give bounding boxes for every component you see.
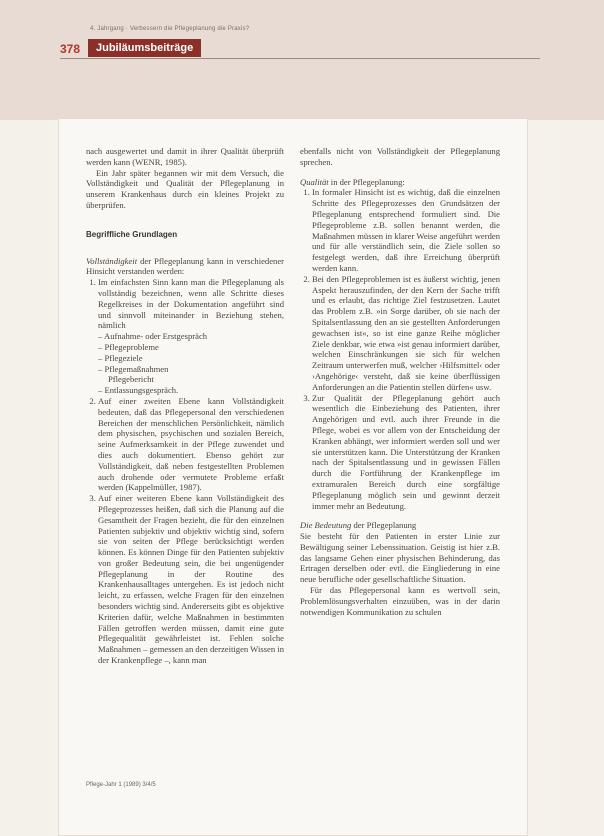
- list-item: 3. Auf einer weiteren Ebene kann Vollständigkeit des Pflegeprozesses heißen, daß sich die Planung auf die Gesamtheit der Fragen bezieht, die für den einzelnen Patienten subjektiv und objektiv wichtig sind, sofern sie von seiten der Pflege berücksichtigt werden können. Es können Dinge für den Patienten subjektiv von großer Bedeutung sein, die bei ungenügender Pflegeplanung in der Routine des Krankenhausalltages untergehen. Es ist jedoch nicht leicht, zu erfassen, welche Fragen für den einzelnen besonders wichtig sind. Andererseits gibt es objektive Kriterien dafür, welche Maßnahmen in bestimmten Fällen getroffen werden müssen, damit eine gute Pflegequalität gewährleistet ist. Fehlen solche Maßnahmen – gemessen an den derzeitigen Wissen in der Krankenpflege –, kann man: [98, 493, 284, 666]
- dash-item: Pflegebericht: [108, 374, 154, 385]
- intro-paragraph: nach ausgewertet und damit in ihrer Qualität überprüft werden kann (WENR, 1985).: [86, 146, 284, 167]
- left-column: [86, 146, 284, 666]
- dash-item: – Pflegemaßnahmen: [98, 364, 284, 375]
- page-number: 378: [60, 42, 81, 56]
- right-column: [300, 146, 500, 617]
- header-band: [0, 0, 604, 120]
- right-numbered-list: [300, 187, 500, 511]
- header-rule: [60, 58, 540, 59]
- list-item: 3. Zur Qualität der Pflegeplanung gehört auch wesentlich die Einbeziehung des Patienten, ihrer Angehörigen und evtl. auch ihrer Freunde in die Pflege, wobei es vor allem von der Entscheidung der Kranken abhängt, wer informiert werden soll und wer sie unterstützen kann. Die Unterstützung der Kranken nach der Spitalsentlassung und in gewissen Fällen durch die Fortführung der Krankenpflege im extramuralen Bereich durch eine sorgfältige Pflegeplanung möglich sein und gewinnt derzeit immer mehr an Bedeutung.: [312, 393, 500, 512]
- term-bedeutung: Die Bedeutung: [300, 520, 352, 531]
- term-vollstaendigkeit: Vollständigkeit: [86, 255, 138, 266]
- list-item: 1. In formaler Hinsicht ist es wichtig, daß die einzelnen Schritte des Pflegeprozesses den Grundsätzen der Pflegeplanung entsprechend formuliert sind. Die Pflegeprobleme z.B. sollen benannt werden, die Maßnahmen müssen in klarer Weise angeführt werden und für alle verständlich sein, die Ziele sollen so festgelegt werden, daß ihre Erreichung überprüft werden kann.: [312, 187, 500, 273]
- dash-item: – Pflegeprobleme: [98, 342, 284, 353]
- continuation-paragraph: ebenfalls nicht von Vollständigkeit der Pflegeplanung sprechen.: [300, 146, 500, 167]
- qualitaet-heading-text: in der Pflegeplanung:: [328, 176, 405, 187]
- definition-paragraph: [86, 256, 284, 278]
- bedeutung-paragraph: Sie besteht für den Patienten in erster Linie zur Bewältigung seiner Lebenssituation. Geistig ist hier z.B. das langsame Gehen einer physischen Behinderung, das Ertragen derselben oder evtl. die Eingliederung in eine neue berufliche oder gesellschaftliche Situation.: [300, 531, 500, 585]
- list-item-text: Im einfachsten Sinn kann man die Pflegeplanung als vollständig bezeichnen, wenn alle Schritte dieses Regelkreises in der Dokumentation angeführt sind und sinnvoll miteinander in Beziehung stehen, nämlich: [98, 277, 284, 331]
- list-item: 2. Bei den Pflegeproblemen ist es äußerst wichtig, jenen Aspekt herauszufinden, der den Kern der Sache trifft und es erlaubt, das richtige Ziel festzusetzen. Lautet das Problem z.B. »in Sorge darüber, ob sie nach der Spitalsentlassung den an sie gestellten Anforderungen gewachsen ist«, so ist eine ganze Reihe möglicher Ziele denkbar, wie etwa »ist genau informiert darüber, welchen Einschränkungen sie sich für welchen Zeitraum unterwerfen muß, welcher ›Hilfsmittel‹ oder ›Angehörige‹ versteht, daß sie keine überflüssigen Anforderungen an die Patientin stellen dürfen« usw.: [312, 274, 500, 393]
- running-head: 4. Jahrgang · Verbessern die Pflegeplanung die Praxis?: [90, 26, 250, 32]
- list-item: 2. Auf einer zweiten Ebene kann Vollständigkeit bedeuten, daß das Pflegepersonal den verschiedenen Bereichen der menschlichen Persönlichkeit, nämlich dem physischen, psychischen und sozialen Bereich, seine Aufmerksamkeit in der Pflege zuwendet und dies auch dokumentiert. Ebenso gehört zur Vollständigkeit, daß neben festgestellten Problemen auch drohende oder vermutete Probleme erfaßt werden (Kappelmüller, 1987).: [98, 396, 284, 493]
- term-qualitaet: Qualität: [300, 176, 329, 187]
- section-badge: Jubiläumsbeiträge: [88, 39, 201, 57]
- page-footer: Pflege-Jahr 1 (1989) 3/4/5: [86, 782, 156, 788]
- definition-text: der Pflegeplanung kann in verschiedener Hinsicht verstanden werden:: [86, 255, 284, 277]
- qualitaet-heading: [300, 177, 500, 188]
- section-heading: Begriffliche Grundlagen: [86, 229, 178, 239]
- dash-item: – Entlassungsgespräch.: [98, 385, 284, 396]
- left-numbered-list: [86, 277, 284, 666]
- dash-item: – Aufnahme- oder Erstgespräch: [98, 331, 284, 342]
- bedeutung-heading-text: der Pflegeplanung: [351, 520, 417, 531]
- list-item: [98, 277, 284, 396]
- bedeutung-paragraph-2: Für das Pflegepersonal kann es wertvoll sein, Problemlösungsverhalten einzuüben, was in der darin notwendigen Kommunikation zu schulen: [300, 585, 500, 617]
- bedeutung-heading: [300, 520, 500, 531]
- dash-list: [98, 331, 284, 396]
- dash-item: – Pflegeziele: [98, 353, 284, 364]
- intro-paragraph-2: Ein Jahr später begannen wir mit dem Versuch, die Vollständigkeit und Qualität der Pflegeplanung in unserem Krankenhaus durch ein kleines Projekt zu überprüfen.: [86, 167, 284, 210]
